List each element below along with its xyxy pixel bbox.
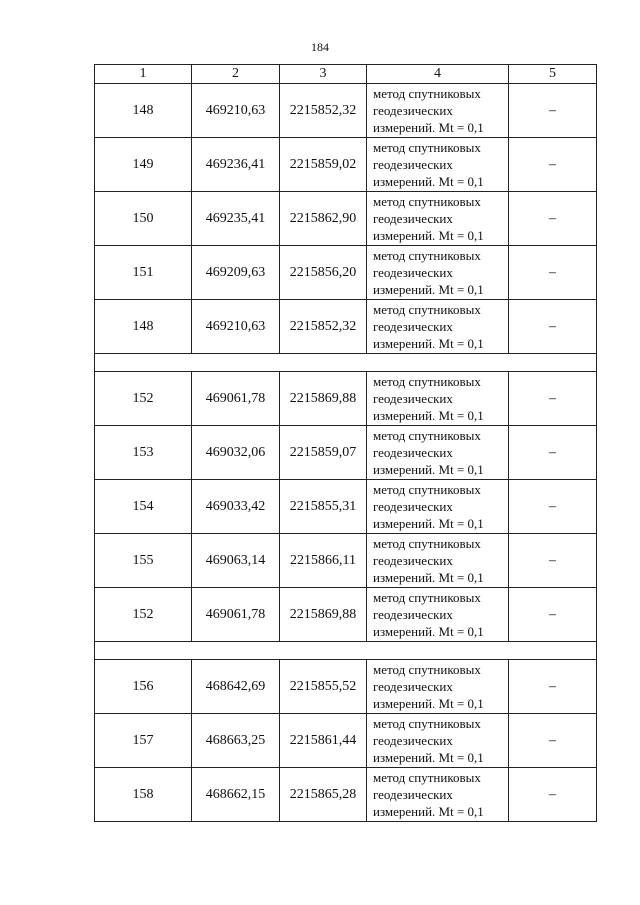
x-coordinate-cell: 469063,14	[192, 534, 280, 588]
table-row	[95, 426, 597, 480]
note-cell: –	[509, 138, 597, 192]
table-row	[95, 300, 597, 354]
y-coordinate-cell: 2215852,32	[280, 84, 367, 138]
x-coordinate-cell: 469032,06	[192, 426, 280, 480]
x-coordinate-cell: 468662,15	[192, 768, 280, 822]
point-number-cell: 157	[95, 714, 192, 768]
column-header: 5	[509, 65, 597, 84]
x-coordinate-cell: 469210,63	[192, 300, 280, 354]
point-number-cell: 154	[95, 480, 192, 534]
y-coordinate-cell: 2215866,11	[280, 534, 367, 588]
method-cell	[367, 84, 509, 138]
table-row	[95, 138, 597, 192]
method-line: измерений. Mt = 0,1	[373, 804, 484, 819]
method-line: геодезических	[373, 265, 453, 280]
table-body	[95, 84, 597, 822]
note-cell: –	[509, 192, 597, 246]
table-row	[95, 534, 597, 588]
method-line: метод спутниковых	[373, 194, 481, 209]
method-cell	[367, 660, 509, 714]
point-number-cell: 156	[95, 660, 192, 714]
method-cell	[367, 426, 509, 480]
table-row	[95, 84, 597, 138]
point-number-cell: 149	[95, 138, 192, 192]
method-line: измерений. Mt = 0,1	[373, 174, 484, 189]
method-line: геодезических	[373, 391, 453, 406]
method-cell	[367, 300, 509, 354]
method-line: измерений. Mt = 0,1	[373, 750, 484, 765]
method-line: метод спутниковых	[373, 302, 481, 317]
method-line: метод спутниковых	[373, 140, 481, 155]
point-number-cell: 148	[95, 84, 192, 138]
y-coordinate-cell: 2215859,02	[280, 138, 367, 192]
note-cell: –	[509, 534, 597, 588]
y-coordinate-cell: 2215861,44	[280, 714, 367, 768]
method-line: геодезических	[373, 607, 453, 622]
table-row	[95, 660, 597, 714]
method-line: метод спутниковых	[373, 590, 481, 605]
method-line: геодезических	[373, 499, 453, 514]
point-number-cell: 152	[95, 372, 192, 426]
method-line: измерений. Mt = 0,1	[373, 570, 484, 585]
table-header-row	[95, 65, 597, 84]
method-line: измерений. Mt = 0,1	[373, 408, 484, 423]
point-number-cell: 152	[95, 588, 192, 642]
y-coordinate-cell: 2215855,31	[280, 480, 367, 534]
method-line: геодезических	[373, 103, 453, 118]
page-number: 184	[311, 40, 329, 54]
note-cell: –	[509, 246, 597, 300]
group-separator-row	[95, 354, 597, 372]
column-header: 4	[367, 65, 509, 84]
table-row	[95, 714, 597, 768]
note-cell: –	[509, 660, 597, 714]
y-coordinate-cell: 2215862,90	[280, 192, 367, 246]
x-coordinate-cell: 469061,78	[192, 588, 280, 642]
y-coordinate-cell: 2215865,28	[280, 768, 367, 822]
method-line: измерений. Mt = 0,1	[373, 282, 484, 297]
note-cell: –	[509, 84, 597, 138]
point-number-cell: 155	[95, 534, 192, 588]
method-line: измерений. Mt = 0,1	[373, 516, 484, 531]
method-line: метод спутниковых	[373, 770, 481, 785]
method-line: метод спутниковых	[373, 248, 481, 263]
method-line: геодезических	[373, 733, 453, 748]
method-line: геодезических	[373, 553, 453, 568]
x-coordinate-cell: 468663,25	[192, 714, 280, 768]
method-line: метод спутниковых	[373, 536, 481, 551]
x-coordinate-cell: 469236,41	[192, 138, 280, 192]
table-row	[95, 768, 597, 822]
x-coordinate-cell: 469235,41	[192, 192, 280, 246]
method-line: измерений. Mt = 0,1	[373, 120, 484, 135]
column-header: 2	[192, 65, 280, 84]
group-separator-row	[95, 642, 597, 660]
method-line: измерений. Mt = 0,1	[373, 462, 484, 477]
method-line: метод спутниковых	[373, 662, 481, 677]
method-cell	[367, 588, 509, 642]
x-coordinate-cell: 469209,63	[192, 246, 280, 300]
point-number-cell: 153	[95, 426, 192, 480]
method-line: метод спутниковых	[373, 374, 481, 389]
method-cell	[367, 372, 509, 426]
x-coordinate-cell: 468642,69	[192, 660, 280, 714]
method-line: измерений. Mt = 0,1	[373, 624, 484, 639]
method-line: геодезических	[373, 679, 453, 694]
method-cell	[367, 480, 509, 534]
note-cell: –	[509, 588, 597, 642]
method-line: геодезических	[373, 157, 453, 172]
table-row	[95, 372, 597, 426]
method-line: метод спутниковых	[373, 716, 481, 731]
method-line: метод спутниковых	[373, 86, 481, 101]
note-cell: –	[509, 426, 597, 480]
table-row	[95, 588, 597, 642]
group-separator-cell	[95, 354, 597, 372]
y-coordinate-cell: 2215869,88	[280, 588, 367, 642]
table-row	[95, 480, 597, 534]
x-coordinate-cell: 469210,63	[192, 84, 280, 138]
y-coordinate-cell: 2215855,52	[280, 660, 367, 714]
note-cell: –	[509, 714, 597, 768]
column-header: 1	[95, 65, 192, 84]
group-separator-cell	[95, 642, 597, 660]
point-number-cell: 151	[95, 246, 192, 300]
method-cell	[367, 534, 509, 588]
method-line: измерений. Mt = 0,1	[373, 696, 484, 711]
method-line: геодезических	[373, 445, 453, 460]
column-header: 3	[280, 65, 367, 84]
method-cell	[367, 138, 509, 192]
x-coordinate-cell: 469061,78	[192, 372, 280, 426]
method-cell	[367, 714, 509, 768]
y-coordinate-cell: 2215869,88	[280, 372, 367, 426]
method-line: геодезических	[373, 211, 453, 226]
y-coordinate-cell: 2215859,07	[280, 426, 367, 480]
method-cell	[367, 768, 509, 822]
note-cell: –	[509, 372, 597, 426]
method-line: геодезических	[373, 787, 453, 802]
point-number-cell: 158	[95, 768, 192, 822]
method-line: метод спутниковых	[373, 482, 481, 497]
method-line: метод спутниковых	[373, 428, 481, 443]
method-line: измерений. Mt = 0,1	[373, 228, 484, 243]
method-line: измерений. Mt = 0,1	[373, 336, 484, 351]
table-row	[95, 192, 597, 246]
note-cell: –	[509, 480, 597, 534]
note-cell: –	[509, 300, 597, 354]
x-coordinate-cell: 469033,42	[192, 480, 280, 534]
method-cell	[367, 246, 509, 300]
table-row	[95, 246, 597, 300]
note-cell: –	[509, 768, 597, 822]
method-cell	[367, 192, 509, 246]
point-number-cell: 150	[95, 192, 192, 246]
coordinates-table	[94, 64, 597, 822]
point-number-cell: 148	[95, 300, 192, 354]
y-coordinate-cell: 2215852,32	[280, 300, 367, 354]
method-line: геодезических	[373, 319, 453, 334]
y-coordinate-cell: 2215856,20	[280, 246, 367, 300]
